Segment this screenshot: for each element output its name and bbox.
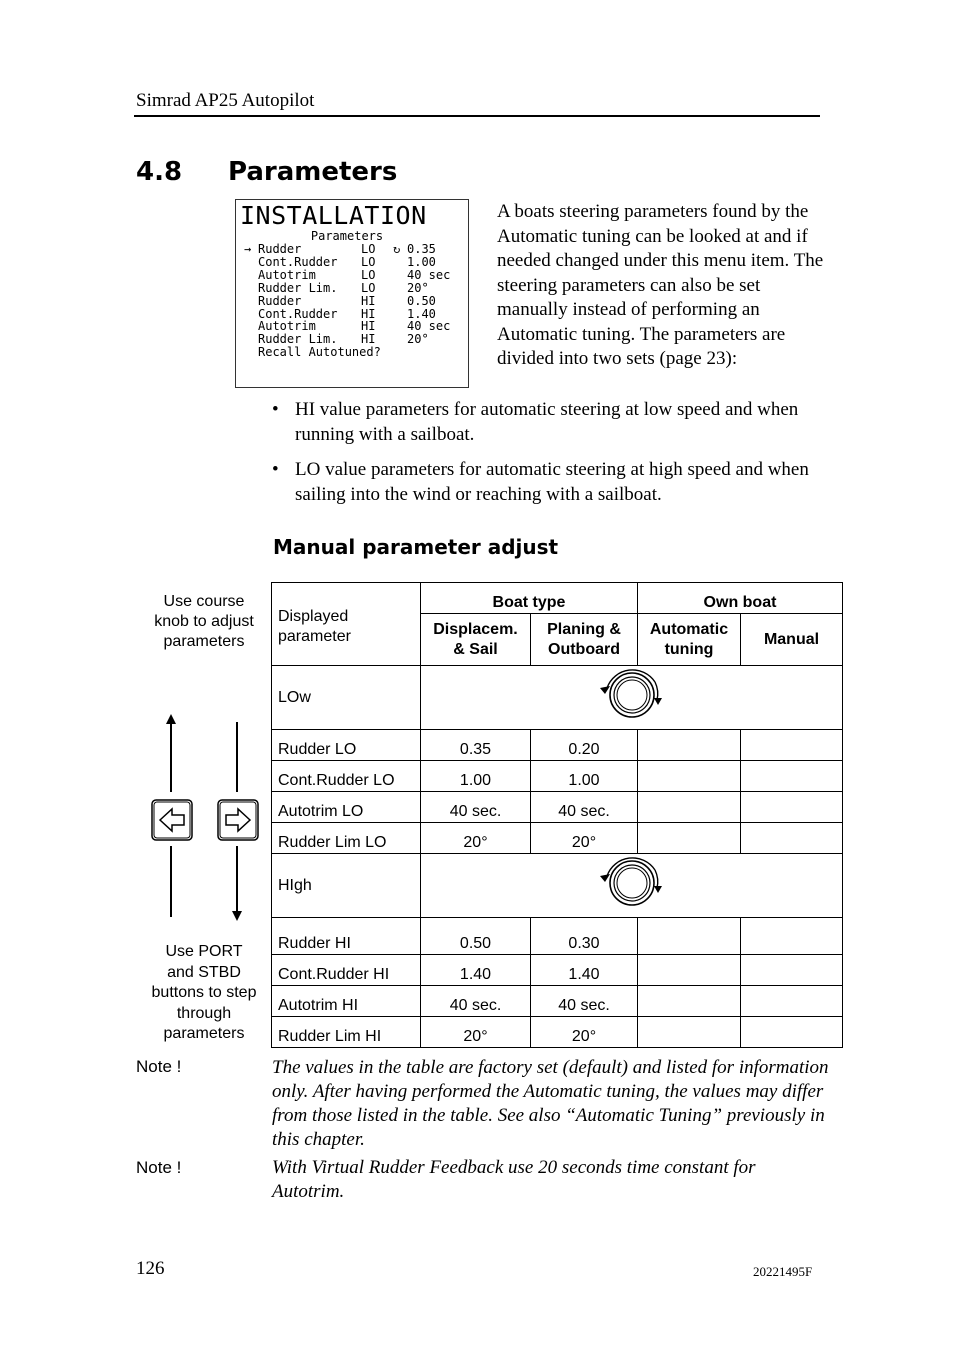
displacement-value-cell: 20° [421, 1017, 531, 1048]
high-rows [272, 918, 843, 1048]
low-rows [272, 730, 843, 854]
displacement-value-cell: 0.35 [421, 730, 531, 761]
planing-value-cell: 1.40 [531, 955, 638, 986]
knob-cell-low [421, 666, 843, 730]
table-row [272, 986, 843, 1017]
knob-cell-high [421, 854, 843, 918]
note-label: Note ! [136, 1057, 182, 1076]
lcd-param-set: HI [361, 332, 376, 347]
table-row [272, 1017, 843, 1048]
header-rule [134, 115, 820, 117]
lcd-param-set: LO [361, 254, 376, 269]
bullet-item [272, 398, 832, 447]
course-knob-icon [597, 854, 667, 912]
stbd-button-icon [218, 800, 258, 840]
planing-value-cell: 1.00 [531, 761, 638, 792]
header-line: parameter [278, 628, 351, 645]
lcd-param-name: Autotrim [258, 267, 316, 282]
side-note-buttons [142, 942, 266, 1045]
port-button-icon [152, 800, 192, 840]
automatic-tuning-cell [638, 792, 741, 823]
planing-value-cell: 20° [531, 1017, 638, 1048]
header-automatic-tuning [638, 614, 741, 666]
side-note-knob [142, 592, 266, 652]
lcd-param-name: Rudder Lim. [258, 280, 338, 295]
automatic-tuning-cell [638, 955, 741, 986]
document-number: 20221495F [753, 1264, 813, 1279]
displacement-value-cell: 20° [421, 823, 531, 854]
header-displayed-parameter [272, 583, 421, 666]
automatic-tuning-cell [638, 823, 741, 854]
table-row [272, 918, 843, 955]
down-arrow-icon [232, 846, 242, 921]
table-row [272, 955, 843, 986]
header-displacement-sail [421, 614, 531, 666]
manual-value-cell [741, 1017, 843, 1048]
lcd-param-value: 1.40 [407, 306, 436, 321]
note-text: The values in the table are factory set (default) and listed for information only. After having performed the Automatic tuning, the values may differ from those listed in the table. See also “Automatic Tuning” previously in this chapter. [272, 1057, 829, 1150]
manual-value-cell [741, 730, 843, 761]
parameter-table [271, 582, 843, 1048]
side-note-line: knob to adjust [154, 613, 254, 630]
planing-value-cell: 20° [531, 823, 638, 854]
param-name-cell: Rudder Lim HI [272, 1017, 421, 1048]
param-name-cell: Autotrim HI [272, 986, 421, 1017]
lcd-param-name: Rudder [258, 293, 302, 308]
header-line: tuning [664, 640, 714, 658]
displacement-value-cell: 1.00 [421, 761, 531, 792]
subsection-title: Manual parameter adjust [273, 535, 559, 559]
lcd-param-name: Cont.Rudder [258, 254, 338, 269]
lcd-param-set: HI [361, 293, 376, 308]
automatic-tuning-cell [638, 1017, 741, 1048]
header-line: Planing & [547, 620, 621, 638]
lcd-param-value: 0.35 [407, 242, 436, 256]
table-row [272, 761, 843, 792]
bullet-dot: • [272, 399, 279, 420]
lcd-param-name: Rudder Lim. [258, 332, 338, 347]
lcd-param-set: HI [361, 306, 376, 321]
note-text: With Virtual Rudder Feedback use 20 seconds time constant for Autotrim. [272, 1157, 756, 1202]
header-line: Outboard [548, 640, 620, 658]
section-number: 4.8 [136, 157, 183, 187]
param-name-cell: Cont.Rudder HI [272, 955, 421, 986]
side-note-line: Use PORT [165, 943, 243, 960]
bullet-list [272, 398, 832, 518]
table-header-row [272, 583, 843, 614]
manual-value-cell [741, 986, 843, 1017]
automatic-tuning-cell [638, 730, 741, 761]
side-note-line: parameters [163, 633, 245, 650]
param-name-cell: Autotrim LO [272, 792, 421, 823]
lcd-param-name: Rudder [258, 242, 302, 256]
lcd-param-value: 20° [407, 280, 429, 295]
lcd-param-name: Autotrim [258, 319, 316, 334]
lcd-selector: → [244, 242, 252, 256]
bullet-item [272, 458, 832, 507]
manual-value-cell [741, 823, 843, 854]
lcd-recall-row [240, 346, 468, 359]
lcd-param-set: HI [361, 319, 376, 334]
side-note-line: Use course [163, 593, 245, 610]
manual-value-cell [741, 792, 843, 823]
intro-paragraph: A boats steering parameters found by the Automatic tuning can be looked at and if needed changed under this menu item. The steering parameters can also be set manually instead of performing an Automatic tuning. The parameters are divided into two sets (page 23): [497, 201, 824, 369]
lcd-display [235, 199, 469, 388]
port-stbd-graphic [140, 712, 270, 927]
group-row-high [272, 854, 843, 918]
lcd-param-set: LO [361, 242, 376, 256]
table-row [272, 792, 843, 823]
lcd-subtitle: Parameters [310, 229, 384, 243]
header-line: Displacem. [433, 620, 518, 638]
table-row [272, 730, 843, 761]
group-label-high: HIgh [272, 854, 421, 918]
displacement-value-cell: 1.40 [421, 955, 531, 986]
side-note-line: parameters [163, 1025, 245, 1042]
lcd-param-value: 40 sec [407, 267, 451, 282]
lcd-title: INSTALLATION [240, 201, 427, 230]
automatic-tuning-cell [638, 986, 741, 1017]
lcd-param-value: 1.00 [407, 254, 436, 269]
manual-value-cell [741, 955, 843, 986]
side-note-line: through [176, 1004, 232, 1022]
header-line: & Sail [453, 640, 498, 658]
param-name-cell: Rudder LO [272, 730, 421, 761]
automatic-tuning-cell [638, 761, 741, 792]
automatic-tuning-cell [638, 918, 741, 955]
section-heading: Parameters [228, 157, 398, 187]
group-label-low: LOw [272, 666, 421, 730]
displacement-value-cell: 40 sec. [421, 792, 531, 823]
lcd-recall-label: Recall Autotuned? [258, 345, 381, 360]
side-note-line: buttons to step [151, 984, 257, 1001]
side-note-line: and STBD [167, 963, 241, 981]
param-name-cell: Rudder Lim LO [272, 823, 421, 854]
planing-value-cell: 0.20 [531, 730, 638, 761]
bullet-dot: • [272, 459, 279, 480]
displacement-value-cell: 40 sec. [421, 986, 531, 1017]
bullet-text: LO value parameters for automatic steering at high speed and when sailing into the wind or reaching with a sailboat. [295, 459, 809, 505]
param-name-cell: Cont.Rudder LO [272, 761, 421, 792]
group-row-low [272, 666, 843, 730]
displacement-value-cell: 0.50 [421, 918, 531, 955]
running-header: Simrad AP25 Autopilot [136, 90, 315, 111]
planing-value-cell: 0.30 [531, 918, 638, 955]
lcd-param-set: LO [361, 280, 376, 295]
course-knob-icon [597, 666, 667, 724]
lcd-row [240, 269, 468, 282]
header-manual: Manual [741, 614, 843, 666]
planing-value-cell: 40 sec. [531, 986, 638, 1017]
lcd-param-value: 40 sec [407, 319, 451, 334]
header-boat-type: Boat type [421, 583, 638, 614]
lcd-param-set: LO [361, 267, 376, 282]
planing-value-cell: 40 sec. [531, 792, 638, 823]
header-own-boat: Own boat [638, 583, 843, 614]
lcd-param-name: Cont.Rudder [258, 306, 338, 321]
bullet-text: HI value parameters for automatic steering at low speed and when running with a sailboat. [295, 399, 799, 445]
page-number: 126 [136, 1258, 165, 1279]
manual-value-cell [741, 918, 843, 955]
note-label: Note ! [136, 1158, 182, 1177]
lcd-param-value: 0.50 [407, 293, 436, 308]
header-line: Automatic [649, 620, 729, 638]
lcd-param-value: 20° [407, 332, 429, 347]
header-line: Displayed [278, 608, 349, 625]
lcd-edit-marker: ↻ [393, 242, 401, 256]
table-row [272, 823, 843, 854]
section-title [136, 157, 397, 187]
param-name-cell: Rudder HI [272, 918, 421, 955]
up-arrow-icon [166, 714, 176, 792]
manual-value-cell [741, 761, 843, 792]
lcd-rows [240, 243, 468, 346]
header-planing-outboard [531, 614, 638, 666]
